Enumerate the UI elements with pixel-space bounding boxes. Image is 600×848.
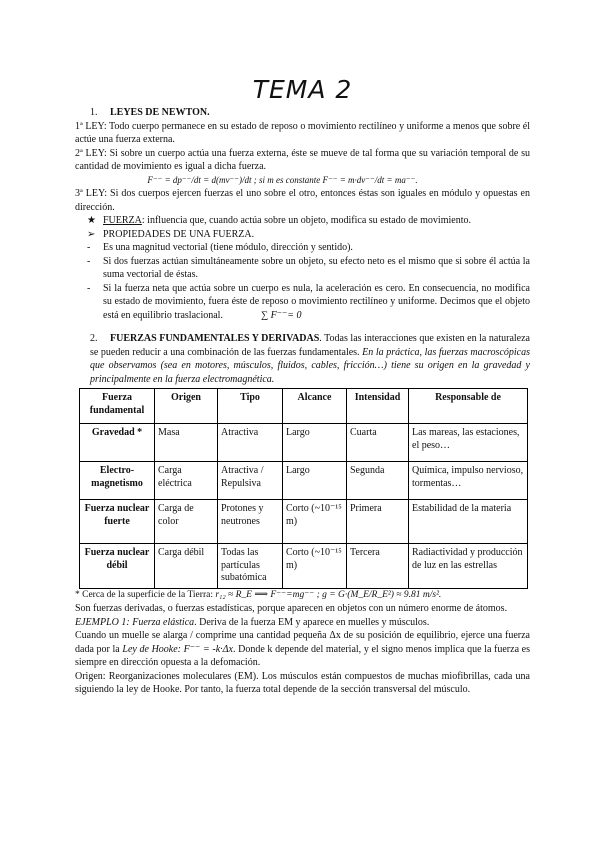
table-header: Fuerza fundamental: [80, 389, 155, 424]
table-cell: Cuarta: [347, 424, 409, 462]
newton-formula: F⁻⁻ = dp⁻⁻/dt = d(mv⁻⁻)/dt ; si m es constante F⁻⁻ = m·dv⁻⁻/dt = ma⁻⁻.: [147, 174, 418, 185]
law2: 2ª LEY: Si sobre un cuerpo actúa una fuerza externa, éste se mueve de tal forma que su variación temporal de su cantidad de movimiento es igual a dicha fuerza.: [75, 147, 530, 172]
table-cell: Primera: [347, 500, 409, 544]
propiedades-heading: ➢ PROPIEDADES DE UNA FUERZA.: [87, 228, 255, 240]
table-cell: Carga de color: [155, 500, 218, 544]
section2-paragraph: 2. FUERZAS FUNDAMENTALES Y DERIVADAS. Todas las interacciones que existen en la naturaleza se pueden reducir a una combinación de las fuerzas fundamentales. En la práctica, las fuerzas macroscópicas que observamos (sea en motores, músculos, fluidos, cables, fricción…) tiene su origen en la gravedad y principalmente en la fuerza electromagnética.: [90, 333, 530, 385]
footnote-equation: r₁₂ ≈ R_E ⟹ F⁻⁻=mg⁻⁻ ; g = G·(M_E/R_E²) ≈ 9.81 m/s².: [215, 589, 442, 600]
table-cell: Atractiva: [218, 424, 283, 462]
table-cell: Estabilidad de la materia: [409, 500, 528, 544]
law1: 1ª LEY: Todo cuerpo permanece en su estado de reposo o movimiento rectilíneo y uniforme a menos que sobre él actúe una fuerza externa.: [75, 120, 530, 145]
section2-italic: En la práctica, las fuerzas macroscópicas que observamos (sea en motores, músculos, fluidos, cables, fricción…) tiene su origen en la gravedad y principalmente en la fuerza electromagnética.: [90, 346, 530, 385]
section1-heading: 1. LEYES DE NEWTON.: [90, 107, 210, 118]
section2-title: FUERZAS FUNDAMENTALES Y DERIVADAS: [110, 333, 320, 344]
table-cell: Fuerza nuclear fuerte: [80, 500, 155, 544]
hooke-law: Ley de Hooke: F⁻⁻ = -k·Δx: [122, 643, 233, 655]
section1-title: LEYES DE NEWTON: [110, 107, 208, 118]
table-header: Alcance: [283, 389, 347, 424]
derived-forces: Son fuerzas derivadas, o fuerzas estadísticas, porque aparecen en objetos con un número enorme de átomos.: [75, 603, 508, 614]
table-cell: Largo: [283, 462, 347, 500]
star-icon: ★: [87, 215, 96, 226]
table-header: Tipo: [218, 389, 283, 424]
table-row: [80, 462, 528, 500]
dash-icon: -: [87, 255, 91, 267]
table-row: [80, 500, 528, 544]
table-header: Responsable de: [409, 389, 528, 424]
fuerza-definition: [75, 214, 530, 228]
table-cell: Todas las partículas subatómica: [218, 544, 283, 589]
fuerza-text: : influencia que, cuando actúa sobre un objeto, modifica su estado de movimiento.: [141, 215, 471, 226]
dash-icon: -: [87, 242, 91, 253]
forces-table: [79, 388, 528, 589]
property-item: - Es una magnitud vectorial (tiene módulo, dirección y sentido).: [87, 242, 353, 253]
property-item: - Si dos fuerzas actúan simultáneamente sobre un objeto, su efecto neto es el mismo que si sobre él actúa la suma vectorial de éstas.: [87, 255, 530, 280]
table-header: Intensidad: [347, 389, 409, 424]
page-title: TEMA 2: [252, 75, 353, 104]
table-row: [80, 544, 528, 589]
dash-icon: -: [87, 282, 91, 294]
equilibrium-equation: ∑ F⁻⁻= 0: [260, 309, 302, 321]
origin-paragraph: Origen: Reorganizaciones moleculares (EM). Los músculos están compuestos de muchas miofibrillas, cada una siguiendo la ley de Hooke. Por tanto, la fuerza total depende de la sección transversal del músculo.: [75, 670, 530, 695]
footnote: * Cerca de la superficie de la Tierra: r₁₂ ≈ R_E ⟹ F⁻⁻=mg⁻⁻ ; g = G·(M_E/R_E²) ≈ 9.81 m/s².: [75, 589, 442, 600]
table-cell: Masa: [155, 424, 218, 462]
section2-number: 2.: [90, 333, 98, 344]
table-cell: Protones y neutrones: [218, 500, 283, 544]
table-cell: Carga débil: [155, 544, 218, 589]
example-1: EJEMPLO 1: Fuerza elástica. Deriva de la fuerza EM y aparece en muelles y músculos.: [75, 616, 430, 628]
arrow-icon: ➢: [87, 228, 96, 240]
document-page: [75, 0, 530, 697]
property-item: - Si la fuerza neta que actúa sobre un cuerpo es nula, la aceleración es cero. En consecuencia, no modifica su estado de movimiento, fuera éste de reposo o movimiento rectilíneo y uniforme. Decimos que el objeto está en equilibrio traslacional. ∑ F⁻⁻= 0: [87, 282, 530, 321]
section1-number: 1.: [90, 107, 98, 118]
law3: 3ª LEY: Si dos cuerpos ejercen fuerzas el uno sobre el otro, entonces éstas son iguales en módulo y opuestas en dirección.: [75, 188, 530, 213]
table-row: [80, 424, 528, 462]
table-cell: Corto (~10⁻¹⁵ m): [283, 544, 347, 589]
table-cell: Gravedad *: [80, 424, 155, 462]
table-cell: Tercera: [347, 544, 409, 589]
hooke-paragraph: Cuando un muelle se alarga / comprime una cantidad pequeña Δx de su posición de equilibrio, ejerce una fuerza dada por la Ley de Hooke: F⁻⁻ = -k·Δx. Donde k depende del material, y el signo menos implica que la fuerza es siempre en dirección opuesta a la defomación.: [75, 630, 530, 668]
table-cell: Carga eléctrica: [155, 462, 218, 500]
table-cell: Atractiva / Repulsiva: [218, 462, 283, 500]
table-cell: Química, impulso nervioso, tormentas…: [409, 462, 528, 500]
table-cell: Corto (~10⁻¹⁵ m): [283, 500, 347, 544]
force-definition-list: [75, 214, 530, 322]
fuerza-label: FUERZA: [103, 215, 142, 226]
table-cell: Segunda: [347, 462, 409, 500]
table-header: Origen: [155, 389, 218, 424]
example-label: EJEMPLO 1: Fuerza elástica: [75, 616, 195, 628]
table-header-row: [80, 389, 528, 424]
table-cell: Largo: [283, 424, 347, 462]
table-cell: Las mareas, las estaciones, el peso…: [409, 424, 528, 462]
table-cell: Electro-magnetismo: [80, 462, 155, 500]
table-cell: Fuerza nuclear débil: [80, 544, 155, 589]
table-cell: Radiactividad y producción de luz en las estrellas: [409, 544, 528, 589]
